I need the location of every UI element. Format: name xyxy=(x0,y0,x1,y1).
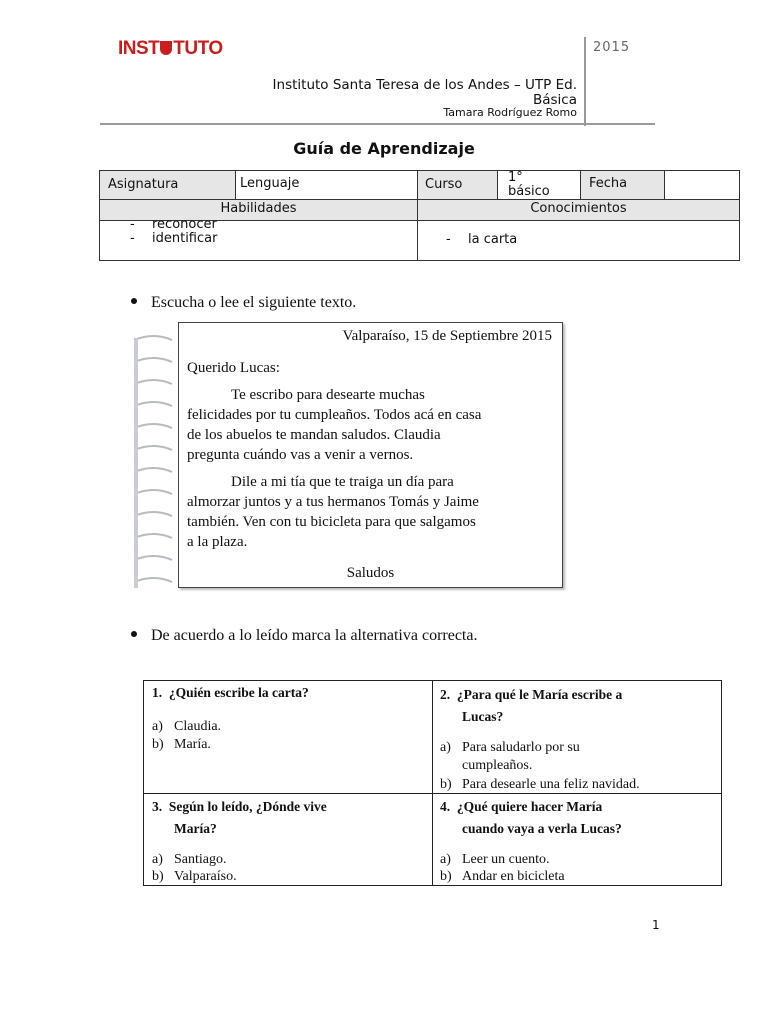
teacher-name: Tamara Rodríguez Romo xyxy=(443,106,577,119)
question-4-option-a[interactable]: a) Leer un cuento. xyxy=(440,852,550,867)
letter-line: pregunta cuándo vas a venir a vernos. xyxy=(187,447,414,463)
instruction-1: Escucha o lee el siguiente texto. xyxy=(131,294,356,312)
subject-value: Lenguaje xyxy=(240,176,300,191)
header-year: 2015 xyxy=(593,40,631,55)
skills-list xyxy=(130,218,217,246)
institution-line-2: Básica xyxy=(532,92,577,108)
institution-logo xyxy=(118,38,223,60)
institution-line-1: Instituto Santa Teresa de los Andes – UTP Ed. xyxy=(272,77,577,93)
question-3-text: Según lo leído, ¿Dónde vive xyxy=(168,799,327,814)
question-1-option-b[interactable]: b) María. xyxy=(152,737,211,752)
question-2-option-b[interactable]: b) Para desearle una feliz navidad. xyxy=(440,777,640,792)
knowledge-header: Conocimientos xyxy=(530,201,627,216)
question-1: 1. ¿Quién escribe la carta? xyxy=(152,685,309,700)
info-col-1 xyxy=(235,171,236,199)
date-label: Fecha xyxy=(589,176,628,191)
question-4: 4. ¿Qué quiere hacer María cuando vaya a verla Lucas? xyxy=(440,799,622,836)
info-row-1-bg xyxy=(100,171,739,199)
instruction-2: De acuerdo a lo leído marca la alternativa correcta. xyxy=(131,627,477,645)
letter-line: de los abuelos te mandan saludos. Claudia xyxy=(187,427,441,443)
info-col-5 xyxy=(664,171,665,199)
info-col-3 xyxy=(497,171,498,199)
letter-line: también. Ven con tu bicicleta para que salgamos xyxy=(187,514,476,530)
letter-line: Te escribo para desearte muchas xyxy=(231,387,425,403)
bullet-dot-icon xyxy=(131,631,137,637)
page-title: Guía de Aprendizaje xyxy=(293,139,475,158)
question-1-text: ¿Quién escribe la carta? xyxy=(168,685,309,700)
question-4-text: ¿Qué quiere hacer María xyxy=(456,799,603,814)
course-label: Curso xyxy=(425,177,463,192)
question-2: 2. ¿Para qué le María escribe a Lucas? xyxy=(440,687,623,724)
knowledge-item: la carta xyxy=(468,232,518,247)
letter-paragraph-2 xyxy=(187,472,557,552)
question-1-option-a[interactable]: a) Claudia. xyxy=(152,719,222,734)
shield-icon xyxy=(160,41,172,55)
course-value-line-1: 1° xyxy=(508,170,523,185)
letter-paragraph-1 xyxy=(187,385,557,465)
letter-place-date: Valparaíso, 15 de Septiembre 2015 xyxy=(342,328,552,344)
bullet-dot-icon xyxy=(131,298,137,304)
date-value-bg xyxy=(664,171,739,199)
letter-line: Dile a mi tía que te traiga un día para xyxy=(231,474,454,490)
skill-item: - reconocer xyxy=(130,217,217,232)
info-rule-1 xyxy=(100,199,739,200)
question-3-option-b[interactable]: b) Valparaíso. xyxy=(152,869,237,884)
letter-line: a la plaza. xyxy=(187,534,248,550)
skill-item: - identificar xyxy=(130,231,218,246)
header-vertical-rule xyxy=(584,37,586,126)
institution-name xyxy=(157,78,577,108)
course-value-line-2: básico xyxy=(508,184,550,199)
question-3: 3. Según lo leído, ¿Dónde vive María? xyxy=(152,799,327,836)
question-2-text: ¿Para qué le María escribe a xyxy=(456,687,623,702)
letter-greeting: Querido Lucas: xyxy=(187,360,280,376)
question-2-option-a[interactable]: a) Para saludarlo por su cumpleaños. xyxy=(440,740,580,773)
question-4-option-b[interactable]: b) Andar en bicicleta xyxy=(440,869,565,884)
page-number: 1 xyxy=(652,918,660,932)
knowledge-list: - la carta xyxy=(446,232,518,247)
letter-line: felicidades por tu cumpleaños. Todos acá en casa xyxy=(187,407,482,423)
scroll-border-icon xyxy=(128,332,176,592)
course-value xyxy=(508,171,550,199)
letter-box xyxy=(178,322,563,588)
logo-text-left: INST xyxy=(118,38,160,59)
letter-closing: Saludos xyxy=(346,565,395,581)
header-horizontal-rule xyxy=(100,123,655,125)
info-col-4 xyxy=(580,171,581,199)
info-table xyxy=(99,170,740,261)
subject-label: Asignatura xyxy=(108,177,179,192)
logo-text-right: TUTO xyxy=(173,38,223,59)
skills-header: Habilidades xyxy=(220,201,297,216)
question-3-option-a[interactable]: a) Santiago. xyxy=(152,852,227,867)
questions-col-rule xyxy=(432,681,433,885)
letter-line: almorzar juntos y a tus hermanos Tomás y Jaime xyxy=(187,494,479,510)
questions-table xyxy=(143,680,722,886)
